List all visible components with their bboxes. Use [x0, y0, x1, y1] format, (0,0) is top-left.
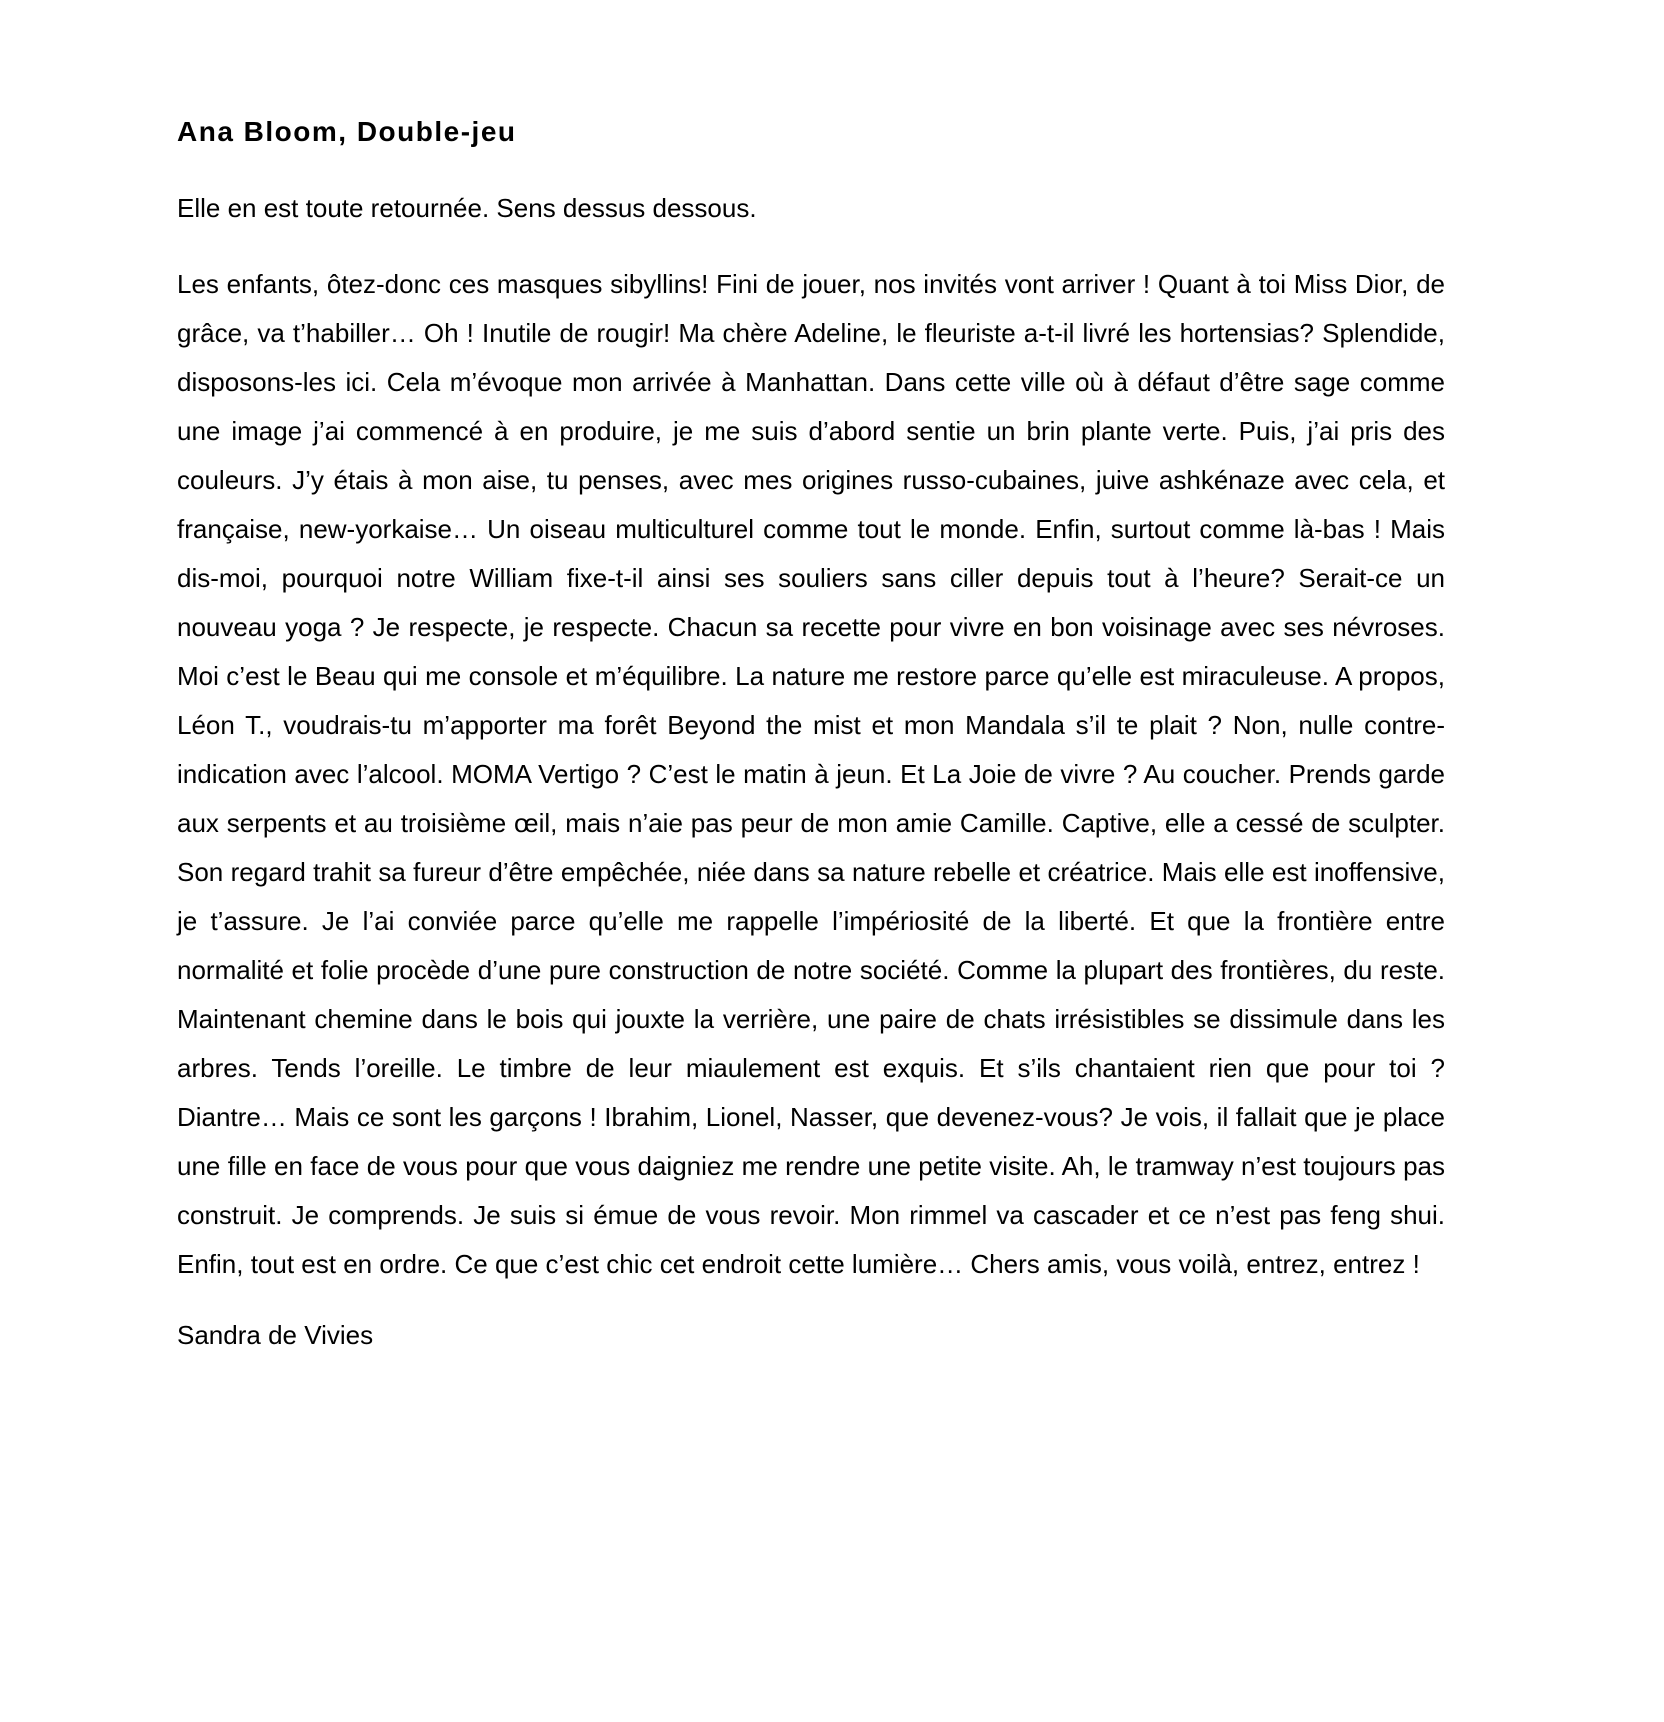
document-title: Ana Bloom, Double-jeu — [177, 116, 517, 147]
document-page — [177, 112, 1445, 1355]
lead-sentence: Elle en est toute retournée. Sens dessus dessous. — [177, 193, 757, 223]
author-signature: Sandra de Vivies — [177, 1320, 374, 1350]
body-paragraph: Les enfants, ôtez-donc ces masques sibyllins! Fini de jouer, nos invités vont arriver ! Quant à toi Miss Dior, de grâce, va t’habiller… Oh ! Inutile de rougir! Ma chère Adeline, le fleuriste a-t-il livré les hortensias? Splendide, disposons-les ici. Cela m’évoque mon arrivée à Manhattan. Dans cette ville où à défaut d’être sage comme une image j’ai commencé à en produire, je me suis d’abord sentie un brin plante verte. Puis, j’ai pris des couleurs. J’y étais à mon aise, tu penses, avec mes origines russo-cubaines, juive ashkénaze avec cela, et française, new-yorkaise… Un oiseau multiculturel comme tout le monde. Enfin, surtout comme là-bas ! Mais dis-moi, pourquoi notre William fixe-t-il ainsi ses souliers sans ciller depuis tout à l’heure? Serait-ce un nouveau yoga ? Je respecte, je respecte. Chacun sa recette pour vivre en bon voisinage avec ses névroses. Moi c’est le Beau qui me console et m’équilibre. La nature me restore parce qu’elle est miraculeuse. A propos, Léon T., voudrais-tu m’apporter ma forêt Beyond the mist et mon Mandala s’il te plait ? Non, nulle contre-indication avec l’alcool. MOMA Vertigo ? C’est le matin à jeun. Et La Joie de vivre ? Au coucher. Prends garde aux serpents et au troisième œil, mais n’aie pas peur de mon amie Camille. Captive, elle a cessé de sculpter. Son regard trahit sa fureur d’être empêchée, niée dans sa nature rebelle et créatrice. Mais elle est inoffensive, je t’assure. Je l’ai conviée parce qu’elle me rappelle l’impériosité de la liberté. Et que la frontière entre normalité et folie procède d’une pure construction de notre société. Comme la plupart des frontières, du reste. Maintenant chemine dans le bois qui jouxte la verrière, une paire de chats irrésistibles se dissimule dans les arbres. Tends l’oreille. Le timbre de leur miaulement est exquis. Et s’ils chantaient rien que pour toi ? Diantre… Mais ce sont les garçons ! Ibrahim, Lionel, Nasser, que devenez-vous? Je vois, il fallait que je place une fille en face de vous pour que vous daigniez me rendre une petite visite. Ah, le tramway n’est toujours pas construit. Je comprends. Je suis si émue de vous revoir. Mon rimmel va cascader et ce n’est pas feng shui. Enfin, tout est en ordre. Ce que c’est chic cet endroit cette lumière… Chers amis, vous voilà, entrez, entrez ! — [177, 269, 1445, 1279]
